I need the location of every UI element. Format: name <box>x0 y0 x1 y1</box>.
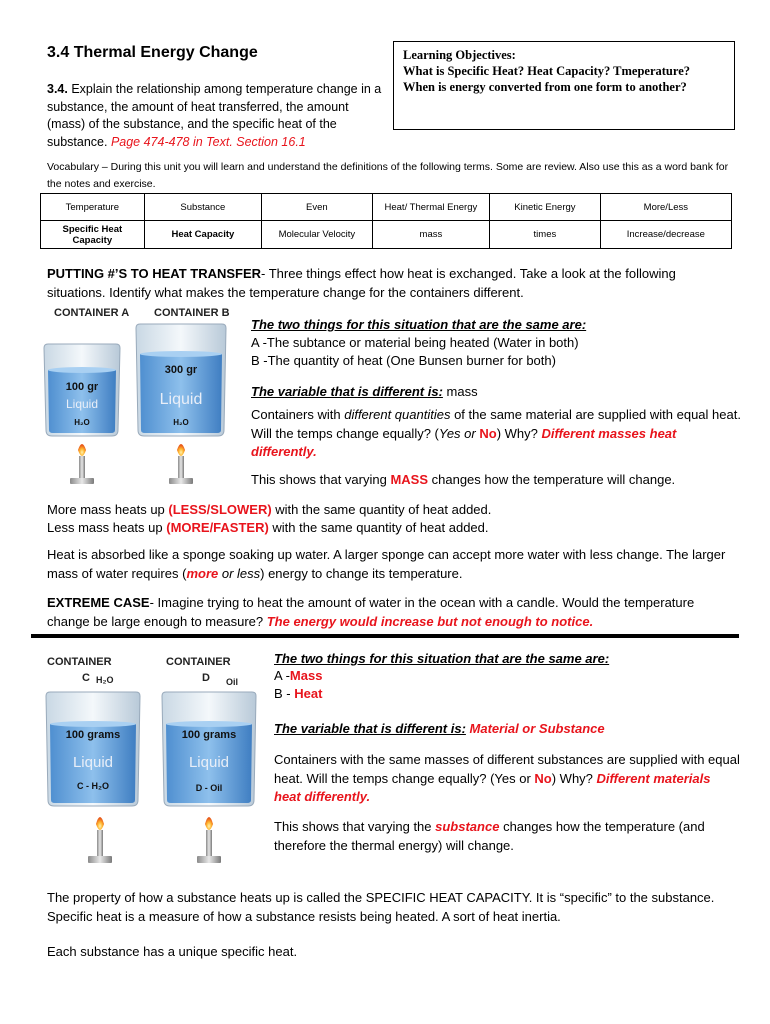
beaker-a-mass: 100 gr <box>65 381 99 393</box>
same-heading-2: The two things for this situation that are the same are: <box>274 651 610 666</box>
vocab-cell: Heat/ Thermal Energy <box>372 194 489 221</box>
beaker-b <box>136 324 226 436</box>
beaker-b-liquid: Liquid <box>159 391 203 408</box>
beaker-c-liquid: Liquid <box>72 754 114 771</box>
beaker-c-mass: 100 grams <box>65 729 121 741</box>
vocab-row-2 <box>41 221 732 249</box>
variable-line-1: The variable that is different is: mass <box>251 384 478 399</box>
learning-objectives-box <box>393 41 735 130</box>
objective-reference: Page 474-478 in Text. Section 16.1 <box>110 134 306 149</box>
beaker-d-liquid: Liquid <box>188 754 230 771</box>
sponge-paragraph: Heat is absorbed like a sponge soaking up water. A larger sponge can accept more water with less change. The larger mass of water requires (more or less) energy to change its temperature. <box>47 547 726 581</box>
container-c-letter: C <box>82 672 90 684</box>
vocab-cell: Heat Capacity <box>144 221 261 249</box>
vocab-cell: Temperature <box>41 194 145 221</box>
bunsen-burner-c <box>88 817 112 863</box>
same-item-b-2: B - Heat <box>274 686 323 701</box>
beaker-illustration-cd <box>40 650 270 870</box>
section1-intro <box>47 265 737 302</box>
vocab-cell: More/Less <box>600 194 731 221</box>
container-c-label: CONTAINER <box>47 656 112 668</box>
beaker-c-substance: C - H₂O <box>77 781 109 791</box>
same-item-a-2: A -Mass <box>274 668 323 683</box>
vocab-cell: Kinetic Energy <box>490 194 601 221</box>
container-d-substance: Oil <box>226 677 239 687</box>
beaker-b-substance: H₂O <box>173 418 189 427</box>
same-item-b-1: B -The quantity of heat (One Bunsen burner for both) <box>251 353 556 368</box>
bunsen-burner-d <box>197 817 221 863</box>
objective-number: 3.4. <box>47 82 68 96</box>
beaker-a-substance: H₂O <box>74 418 90 427</box>
vocab-cell: Molecular Velocity <box>262 221 373 249</box>
beaker-d <box>162 692 256 806</box>
page-title: 3.4 Thermal Energy Change <box>47 44 258 61</box>
vocab-cell: Specific Heat Capacity <box>41 221 145 249</box>
vocab-intro: Vocabulary – During this unit you will learn and understand the definitions of the following terms. Some are review. Also use this as a word bank for the notes and exercise. <box>47 161 729 190</box>
bunsen-burner-b <box>169 444 193 484</box>
same-heading-1: The two things for this situation that are the same are: <box>251 317 587 332</box>
shows-line-1: This shows that varying MASS changes how the temperature will change. <box>251 472 676 487</box>
less-mass-line: Less mass heats up (MORE/FASTER) with the same quantity of heat added. <box>47 520 489 535</box>
vocab-cell: Substance <box>144 194 261 221</box>
lo-heading: Learning Objectives: <box>403 48 516 62</box>
vocab-cell: mass <box>372 221 489 249</box>
variable-line-2: The variable that is different is: Material or Substance <box>274 721 605 736</box>
same-item-a-1: A -The subtance or material being heated (Water in both) <box>251 335 579 350</box>
section1-intro-text: - Three things effect how heat is exchanged. Take a look at the following situations. Identify what makes the temperature change for the containers different. <box>47 266 676 300</box>
container-d-letter: D <box>202 672 210 684</box>
beaker-a-liquid: Liquid <box>65 397 99 411</box>
lo-question-2: When is energy converted from one form to another? <box>403 80 687 94</box>
question-1: Containers with different quantities of the same material are supplied with equal heat. Will the temps change equally? (Yes or No) Why? Different masses heat differently. <box>251 407 741 459</box>
vocab-row-1 <box>41 194 732 221</box>
vocab-table <box>40 193 732 249</box>
unique-specific-heat-line: Each substance has a unique specific heat. <box>47 944 298 959</box>
beaker-d-mass: 100 grams <box>181 729 237 741</box>
beaker-d-substance: D - Oil <box>195 783 223 793</box>
question-2: Containers with the same masses of different substances are supplied with equal heat. Will the temps change equally? (Yes or No) Why? Different materials heat differently. <box>274 752 740 804</box>
container-c-substance: H₂O <box>96 675 114 685</box>
objective-body: Explain the relationship among temperature change in a substance, the amount of heat transferred, the amount (mass) of the substance, and the specific heat of the substance. <box>47 82 382 149</box>
beaker-illustration-ab <box>36 306 248 491</box>
vocab-cell: Even <box>262 194 373 221</box>
section1-heading: PUTTING #’S TO HEAT TRANSFER <box>47 266 262 281</box>
specific-heat-paragraph: The property of how a substance heats up is called the SPECIFIC HEAT CAPACITY. It is “specific” to the substance. Specific heat is a measure of how a substance resists being heated. A sort of heat inertia. <box>47 890 715 924</box>
objective-text <box>47 81 382 151</box>
shows-line-2: This shows that varying the substance changes how the temperature (and therefore the thermal energy) will change. <box>274 819 705 853</box>
vocab-cell: times <box>490 221 601 249</box>
bunsen-burner-a <box>70 444 94 484</box>
beaker-b-mass: 300 gr <box>164 364 198 376</box>
more-mass-line: More mass heats up (LESS/SLOWER) with the same quantity of heat added. <box>47 502 492 517</box>
vocab-cell: Increase/decrease <box>600 221 731 249</box>
beaker-a <box>44 344 120 436</box>
extreme-case-paragraph: EXTREME CASE- Imagine trying to heat the amount of water in the ocean with a candle. Would the temperature change be large enough to measure? The energy would increase but not enough to notice. <box>47 595 695 629</box>
container-b-label: CONTAINER B <box>154 307 230 319</box>
lo-question-1: What is Specific Heat? Heat Capacity? Tmeperature? <box>403 64 690 78</box>
container-a-label: CONTAINER A <box>54 307 130 319</box>
beaker-c <box>46 692 140 806</box>
section-divider <box>31 634 739 638</box>
container-d-label: CONTAINER <box>166 656 231 668</box>
